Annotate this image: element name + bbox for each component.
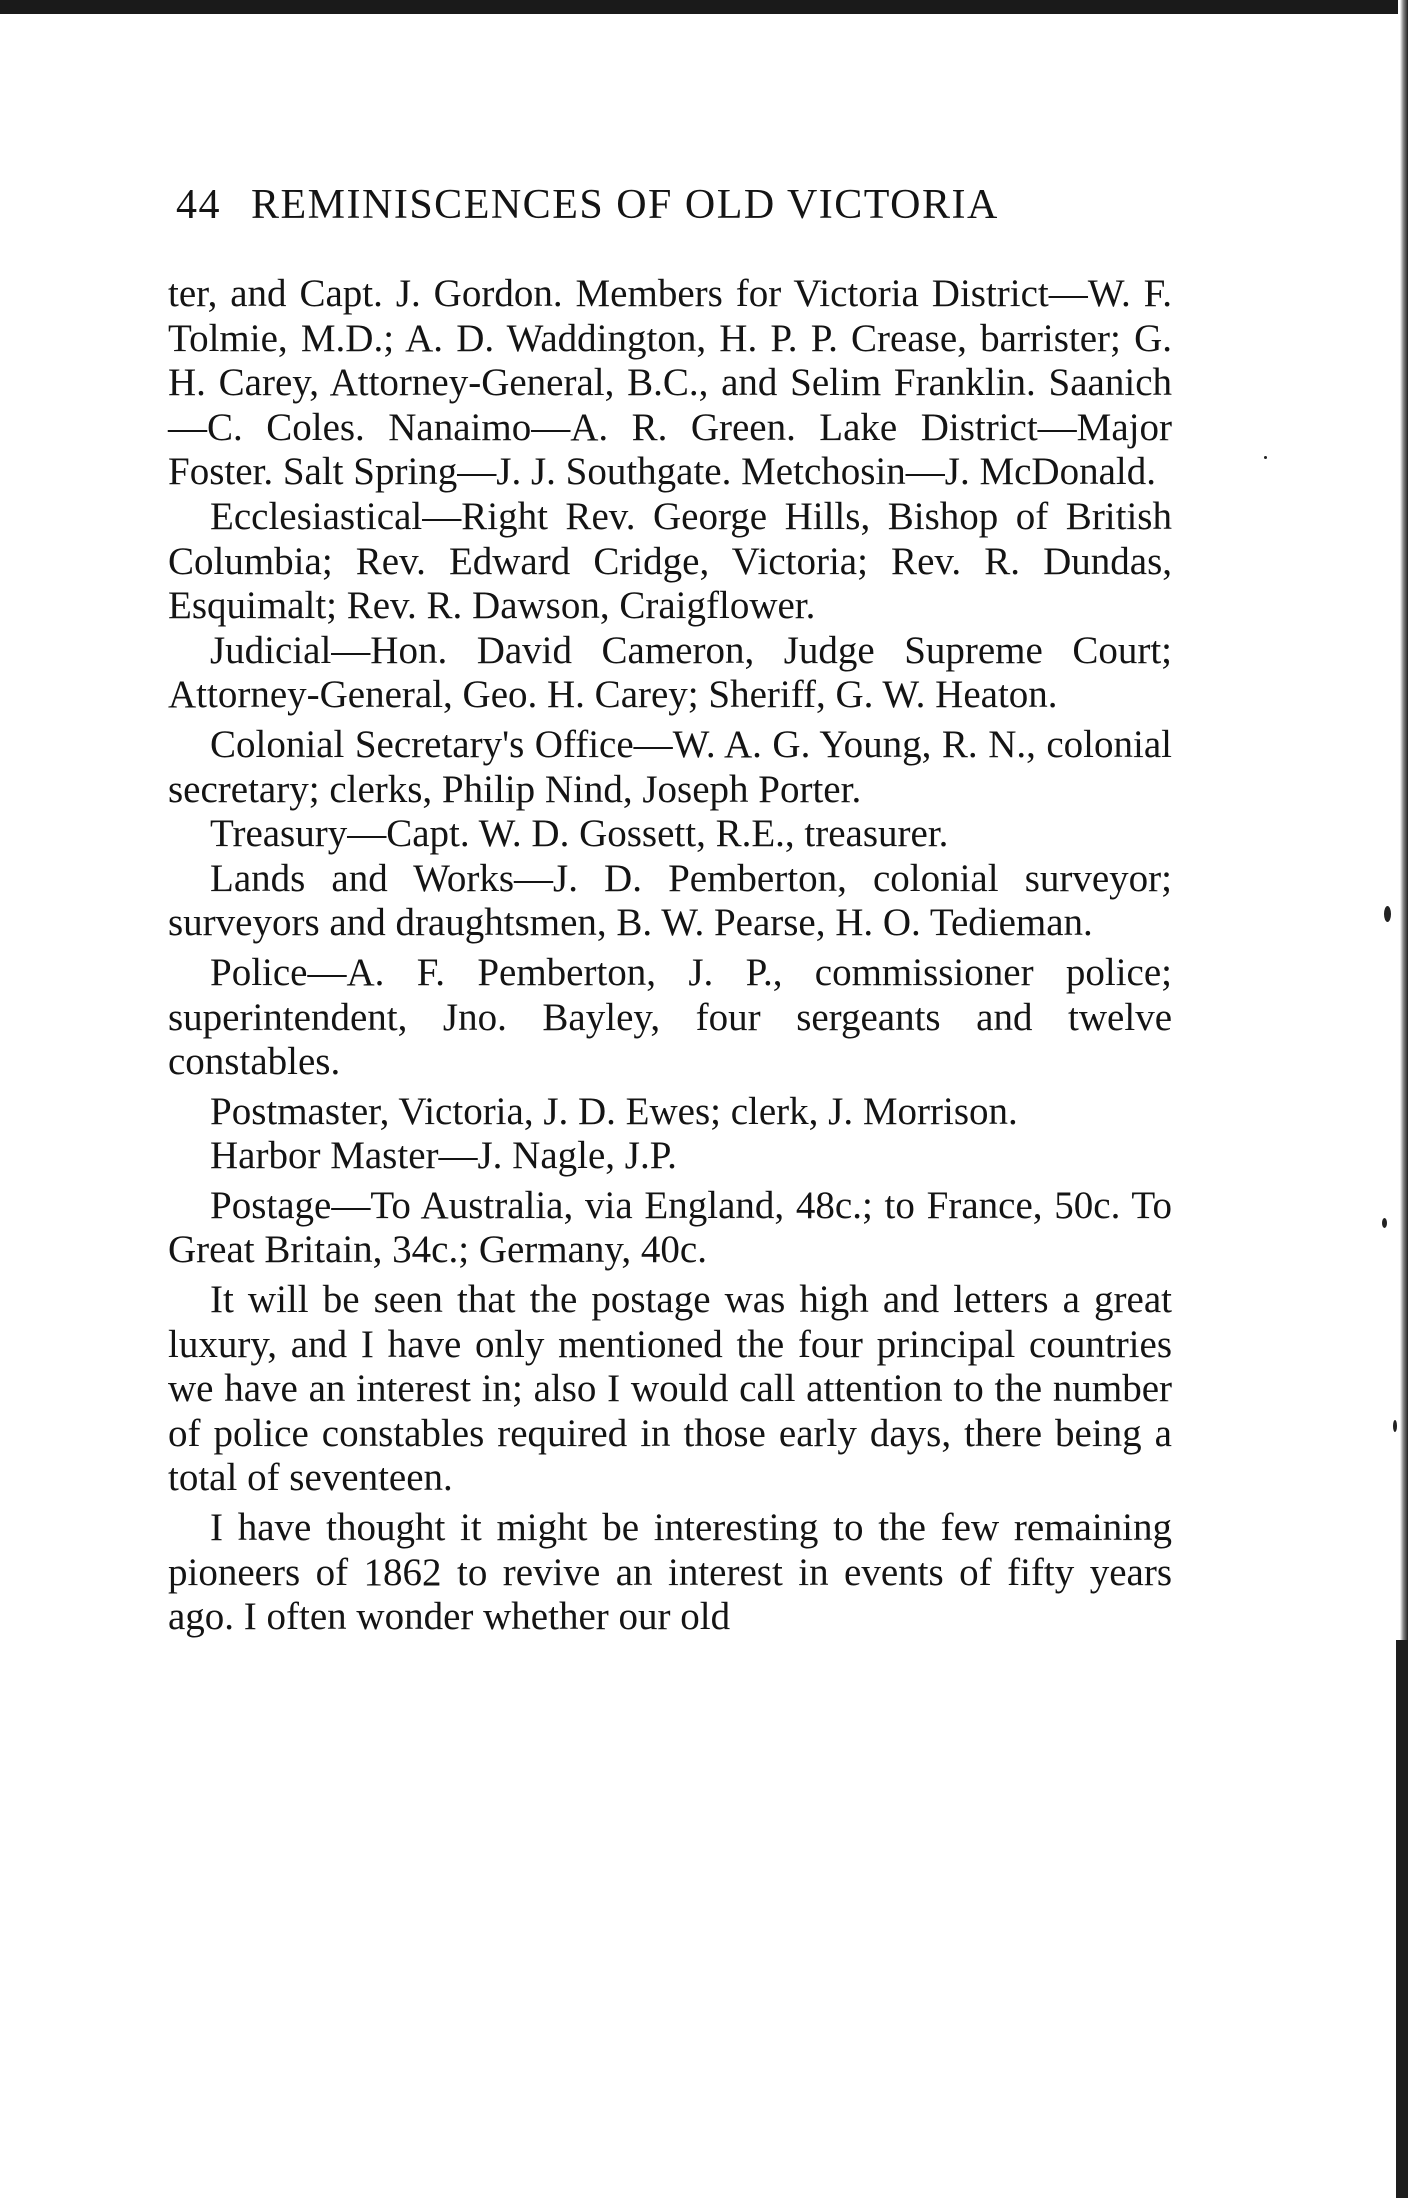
paragraph: Police—A. F. Pemberton, J. P., commissioner police; superintendent, Jno. Bayley, four sergeants and twelve constables. — [168, 950, 1172, 1084]
scan-speck — [1264, 456, 1267, 459]
paragraph: Postage—To Australia, via England, 48c.; to France, 50c. To Great Britain, 34c.; Germany, 40c. — [168, 1183, 1172, 1272]
scan-speck — [1393, 1420, 1397, 1432]
page-number: 44 — [176, 182, 221, 228]
paragraph: Harbor Master—J. Nagle, J.P. — [210, 1134, 677, 1178]
paragraph: Postmaster, Victoria, J. D. Ewes; clerk, J. Morrison. — [210, 1089, 1018, 1133]
scan-speck — [1384, 906, 1391, 922]
paragraph: Judicial—Hon. David Cameron, Judge Supreme Court; Attorney-General, Geo. H. Carey; Sheriff, G. W. Heaton. — [168, 628, 1172, 717]
paragraph: ter, and Capt. J. Gordon. Members for Victoria District—W. F. Tolmie, M.D.; A. D. Waddington, H. P. P. Crease, barrister; G. H. Carey, Attorney-General, B.C., and Selim Franklin. Saanich—C. Coles. Nanaimo—A. R. Green. Lake District—Major Foster. Salt Spring—J. J. Southgate. Metchosin—J. McDonald. — [168, 272, 1172, 494]
paragraph: Treasury—Capt. W. D. Gossett, R.E., treasurer. — [210, 812, 949, 856]
paragraph: Colonial Secretary's Office—W. A. G. Young, R. N., colonial secretary; clerks, Philip Nind, Joseph Porter. — [168, 722, 1172, 811]
running-title: REMINISCENCES OF OLD VICTORIA — [251, 182, 999, 228]
paragraph: Ecclesiastical—Right Rev. George Hills, Bishop of British Columbia; Rev. Edward Cridge, Victoria; Rev. R. Dundas, Esquimalt; Rev. R. Dawson, Craigflower. — [168, 494, 1172, 628]
page-top-border — [0, 0, 1398, 14]
running-header — [176, 180, 1176, 230]
scan-speck — [1382, 1218, 1387, 1228]
page-right-edge-shadow — [1396, 1640, 1408, 2198]
page-body — [168, 272, 1172, 1640]
paragraph: It will be seen that the postage was high and letters a great luxury, and I have only mentioned the four principal countries we have an interest in; also I would call attention to the number of police constables required in those early days, there being a total of seventeen. — [168, 1278, 1172, 1500]
paragraph: Lands and Works—J. D. Pemberton, colonial surveyor; surveyors and draughtsmen, B. W. Pearse, H. O. Tedieman. — [168, 856, 1172, 945]
paragraph: I have thought it might be interesting to the few remaining pioneers of 1862 to revive an interest in events of fifty years ago. I often wonder whether our old — [168, 1506, 1172, 1639]
